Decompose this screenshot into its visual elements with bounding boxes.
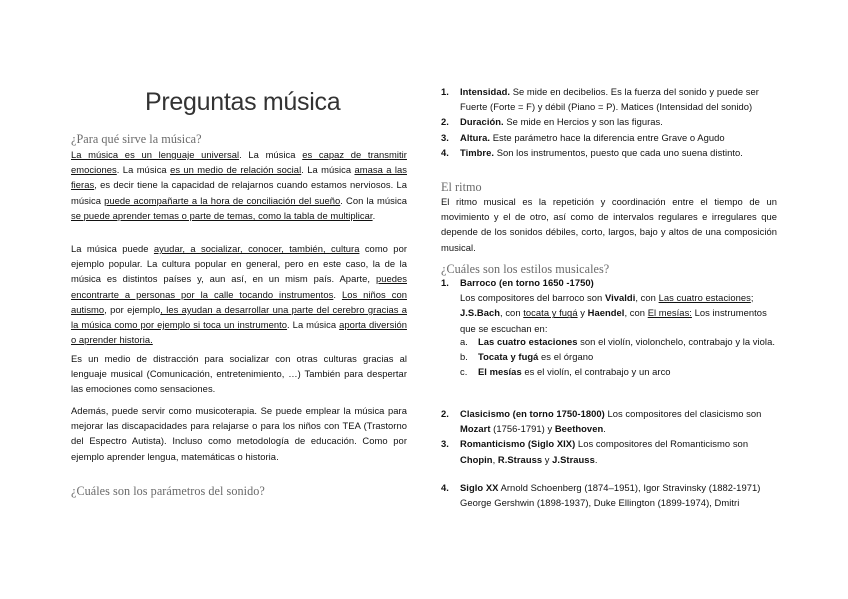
paragraph-musicoterapia: Además, puede servir como musicoterapia. Se puede emplear la música para mejorar las discapacidades para relajarse o para los niños con TEA (Trastorno del Espectro Autista). Incluso como metodología de educación. Como por ejemplo aprender lengua, matemáticas o historia. bbox=[71, 405, 407, 462]
text: . La música bbox=[301, 164, 355, 176]
underlined-phrase: se puede aprender temas o parte de temas, como la tabla de multiplicar bbox=[71, 209, 373, 221]
composer: Mozart bbox=[460, 423, 491, 435]
paragraph-socializar bbox=[71, 241, 407, 347]
list-item bbox=[460, 334, 777, 349]
text: , es decir tiene la capacidad de relajarnos cuando estamos nerviosos. La música bbox=[71, 179, 407, 206]
list-letter: b. bbox=[460, 351, 468, 363]
text: Los compositores del Romanticismo son bbox=[575, 438, 749, 450]
list-number: 3. bbox=[441, 438, 449, 450]
text: y bbox=[542, 453, 553, 465]
underlined-phrase: ayudar, a socializar, conocer, también, cultura bbox=[153, 243, 360, 254]
heading-para-que-sirve: ¿Para qué sirve la música? bbox=[71, 132, 202, 146]
text: , con bbox=[624, 307, 648, 319]
underlined-phrase: es un medio de relación social bbox=[170, 164, 302, 176]
underlined-phrase: puedes encontrarte a personas por la calle tocando instrumentos bbox=[71, 273, 407, 300]
text: . bbox=[603, 423, 606, 435]
text: , con bbox=[635, 292, 659, 304]
list-number: 2. bbox=[441, 408, 449, 419]
term: Intensidad. bbox=[460, 86, 511, 97]
text: son el violín, violonchelo, contrabajo y la viola. bbox=[577, 336, 775, 347]
list-item bbox=[441, 130, 777, 145]
text: . bbox=[333, 288, 342, 300]
text: Los compositores del clasicismo son bbox=[604, 408, 762, 419]
term: Las cuatro estaciones bbox=[478, 336, 578, 347]
list-letter: a. bbox=[460, 336, 468, 347]
list-number: 4. bbox=[441, 482, 449, 493]
text: Este parámetro hace la diferencia entre Grave o Agudo bbox=[490, 131, 725, 143]
text: Se mide en decibelios. Es la fuerza del sonido y puede ser Fuerte (Forte = F) y débil (Piano = P). Matices (Intensidad del sonido) bbox=[460, 86, 759, 113]
underlined-phrase: , les ayudan a desarrollar una parte del cerebro gracias a la música como por ejemplo si toca un instrumento bbox=[71, 303, 407, 331]
list-number: 4. bbox=[441, 146, 449, 158]
composer: Haendel bbox=[587, 307, 625, 319]
text: . bbox=[372, 209, 376, 221]
page-title: Preguntas música bbox=[145, 88, 341, 116]
term: Tocata y fugá bbox=[478, 351, 539, 363]
list-item bbox=[441, 145, 777, 160]
paragraph-ritmo: El ritmo musical es la repetición y coordinación entre el tiempo de un movimiento y el de otro, así como de intervalos regulares e irregulares que depende de los sonidos débiles, corto, largos, bajo y altos de una composición musical. bbox=[441, 196, 777, 253]
underlined-phrase: puede acompañarte a la hora de conciliación del sueño bbox=[104, 194, 341, 206]
list-number: 1. bbox=[441, 277, 449, 288]
list-item bbox=[460, 364, 777, 379]
estilos-list bbox=[441, 275, 777, 336]
text: Los instrumentos que se escuchan en: bbox=[460, 307, 767, 334]
text: es el órgano bbox=[538, 351, 594, 363]
term: Timbre. bbox=[460, 146, 495, 158]
term: Altura. bbox=[460, 131, 491, 143]
list-number: 3. bbox=[441, 131, 449, 143]
text: . La música bbox=[116, 164, 171, 176]
text: y bbox=[577, 307, 588, 319]
list-number: 1. bbox=[441, 86, 449, 97]
list-item-siglo-xx bbox=[441, 480, 777, 510]
instrumentos-list bbox=[460, 334, 777, 380]
list-letter: c. bbox=[460, 366, 468, 378]
list-item bbox=[441, 84, 777, 114]
list-number: 2. bbox=[441, 116, 449, 128]
composer: Vivaldi bbox=[604, 292, 636, 304]
text: Los compositores del barroco son bbox=[460, 292, 605, 304]
work-title: El mesías: bbox=[647, 307, 692, 319]
text: Arnold Schoenberg (1874–1951), Igor Stravinsky (1882-1971) George Gershwin (1898-1937), Duke Ellington (1899-1974), Dmitri bbox=[460, 482, 761, 509]
list-item-barroco bbox=[441, 275, 777, 336]
estilos-list-siglo-xx bbox=[441, 480, 777, 510]
heading-ritmo: El ritmo bbox=[441, 180, 482, 194]
text: . Con la música bbox=[340, 194, 407, 206]
composer: Chopin bbox=[460, 453, 493, 465]
text: como por ejemplo popular. La cultura popular en general, pero en este caso, la de la música es distintos países y, aun así, en un mism país. Aparte, bbox=[71, 243, 408, 285]
term: Clasicismo (en torno 1750-1800) bbox=[460, 408, 605, 419]
text: . bbox=[594, 453, 598, 465]
list-item-clasicismo bbox=[441, 406, 777, 436]
text: es el violín, el contrabajo y un arco bbox=[521, 366, 671, 378]
text: (1756-1791) y bbox=[490, 423, 555, 435]
term: Duración. bbox=[460, 116, 504, 128]
term: El mesías bbox=[478, 366, 522, 378]
parametros-list bbox=[441, 84, 777, 160]
term: Barroco (en torno 1650 -1750) bbox=[460, 277, 594, 288]
text: , bbox=[492, 453, 498, 465]
paragraph-usos-musica bbox=[71, 147, 407, 223]
composer: R.Strauss bbox=[497, 453, 543, 465]
estilos-list-cont bbox=[441, 406, 777, 467]
underlined-phrase: amasa a las fieras bbox=[71, 164, 407, 191]
underlined-phrase: aporta diversión o aprender historia. bbox=[71, 319, 407, 346]
text: , con bbox=[500, 307, 524, 319]
text: Se mide en Hercios y son las figuras. bbox=[503, 116, 663, 128]
text: Son los instrumentos, puesto que cada uno suena distinto. bbox=[494, 146, 743, 158]
text: , por ejemplo bbox=[104, 303, 161, 315]
heading-estilos-musicales: ¿Cuáles son los estilos musicales? bbox=[441, 262, 610, 276]
underlined-phrase: es capaz de transmitir emociones bbox=[71, 149, 407, 176]
work-title: Las cuatro estaciones bbox=[658, 292, 751, 304]
composer: Beethoven bbox=[554, 423, 604, 435]
underlined-phrase: La música es un lenguaje universal bbox=[71, 149, 240, 160]
text: . La música bbox=[239, 149, 303, 160]
list-item bbox=[441, 114, 777, 129]
underlined-phrase: Los niños con autismo bbox=[71, 288, 407, 315]
text: . La música bbox=[287, 319, 340, 331]
composer: J.S.Bach bbox=[460, 307, 501, 319]
term: Romanticismo (Siglo XIX) bbox=[460, 438, 576, 450]
list-item-romanticismo bbox=[441, 436, 777, 466]
text: ; bbox=[750, 292, 754, 304]
composer: J.Strauss bbox=[552, 453, 595, 465]
paragraph-distraccion: Es un medio de distracción para socializar con otras culturas gracias al lenguaje musical (Comunicación, entretenimiento, …) También para despertar las emociones como sensaciones. bbox=[71, 353, 407, 395]
term: Siglo XX bbox=[460, 482, 499, 493]
list-item bbox=[460, 349, 777, 364]
text: La música puede bbox=[71, 243, 154, 254]
work-title: tocata y fugá bbox=[523, 307, 578, 319]
heading-parametros-sonido: ¿Cuáles son los parámetros del sonido? bbox=[71, 484, 265, 498]
